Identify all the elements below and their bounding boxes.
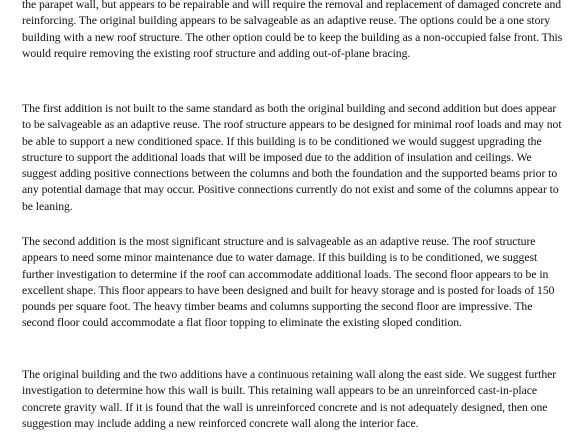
paragraph-first-addition: The first addition is not built to the same standard as both the original building and second addition but does appear to be salvageable as an adaptive reuse. The roof structure appears to be designed for minimal roof loads and may not be able to support a new conditioned space. If this building is to be conditioned we would suggest upgrading the structure to support the additional loads that will be imposed due to the addition of insulation and ceilings. We suggest adding positive connections between the columns and both the foundation and the supported beams prior to any potential damage that may occur. Positive connections currently do not exist and some of the columns appear to be leaning. [22, 102, 562, 213]
paragraph-retaining-wall: The original building and the two additions have a continuous retaining wall along the east side. We suggest further investigation to determine how this wall is built. This retaining wall appears to be an unreinforced cast-in-place concrete gravity wall. If it is found that the wall is unreinforced concrete and is not adequately designed, then one suggestion may include adding a new reinforced concrete wall along the interior face. [22, 368, 557, 430]
paragraph-parapet-wall: the parapet wall, but appears to be repairable and will require the removal and replacement of damaged concrete and reinforcing. The original building appears to be salvageable as an adaptive reuse. The options could be a one story building with a new roof structure. The other option could be to keep the building as a non-occupied false front. This would require removing the existing roof structure and adding out-of-plane bracing. [22, 0, 563, 60]
paragraph-second-addition: The second addition is the most significant structure and is salvageable as an adaptive reuse. The roof structure appears to need some minor maintenance due to water damage. If this building is to be conditioned, we suggest further investigation to determine if the roof can accommodate additional loads. The second floor appears to be in excellent shape. This floor appears to have been designed and built for heavy storage and is posted for loads of 150 pounds per square foot. The heavy timber beams and columns supporting the second floor are impressive. The second floor could accommodate a flat floor topping to eliminate the existing sloped condition. [22, 235, 555, 330]
